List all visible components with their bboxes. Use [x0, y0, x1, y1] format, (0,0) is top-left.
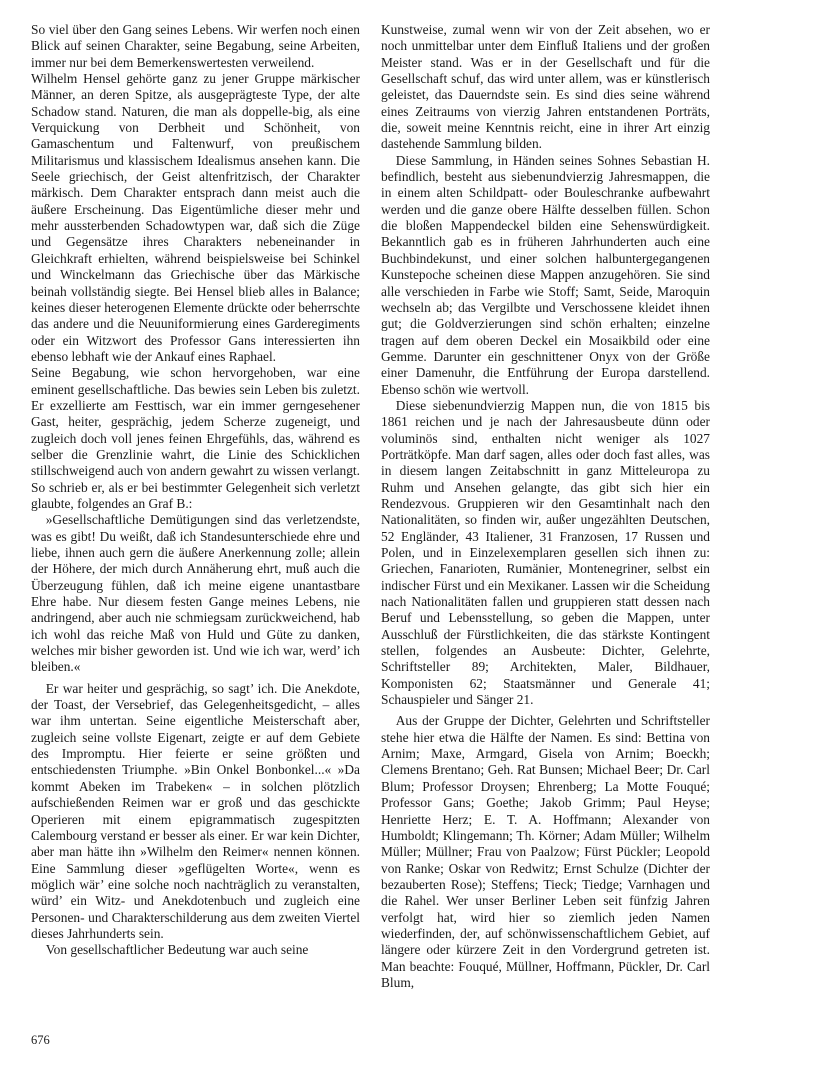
- paragraph-letter-quote: »Gesellschaftliche Demütigungen sind das verletzendste, was es gibt! Du weißt, daß ich Standesunterschiede ehre und liebe, ihnen auch gern die äußere Anerkennung zolle; allein der Höhere, der mich durch Annäherung ehrt, muß auch die Überzeugung fühlen, daß ich meine eigene unantastbare Ehre habe. Nur diesem festen Gange meines Lebens, nie andringend, aber auch nie schmiegsam zurückweichend, hab ich wohl das reiche Maß von Huld und Güte zu danken, welches mir bisher geworden ist. Und wie ich war, werd’ ich bleiben.«: [31, 512, 360, 675]
- paragraph-social-talent: Seine Begabung, wie schon hervorgehoben, war eine eminent gesellschaftliche. Das bewies sein Leben bis zuletzt. Er exzellierte am Festtisch, war ein immer gerngesehener Gast, heiter, gesprächig, jedem Scherze zugeneigt, und zugleich doch voll jenes feinen Ehrgefühls, das, während es selber die Grenzlinie wahrt, die Linie des Schicklichen stillschweigend auch von andern gewahrt zu wissen verlangt. So schrieb er, als er bei bestimmter Gelegenheit sich verletzt glaubte, folgendes an Graf B.:: [31, 365, 360, 511]
- page-number: 676: [31, 1033, 50, 1047]
- paragraph-life-summary: So viel über den Gang seines Lebens. Wir werfen noch einen Blick auf seinen Charakter, seine Begabung, seine Arbeiten, immer nur bei dem Bemerkenswertesten verweilend.: [31, 22, 360, 70]
- right-text-column: [381, 22, 710, 991]
- paragraph-impromptu: Er war heiter und gesprächig, so sagt’ ich. Die Anekdote, der Toast, der Versebrief, das Gelegenheitsgedicht, – alles war ihm untertan. Seine eigentliche Meisterschaft aber, zugleich seine vollste Eigenart, zeigte er auf dem Gebiete des Impromptu. Hier feierte er seine größten und entschiedensten Triumphe. »Bin Onkel Bonbonkel...« »Da kommt Abeken im Trabeken« – in solchen plötzlich aufschießenden Reimen war er groß und das geschickte Operieren mit einem epigrammatisch zugespitzten Calembourg verstand er besser als einer. Er war kein Dichter, aber man hätte ihn »Wilhelm den Reimer« nennen können. Eine Sammlung dieser »geflügelten Worte«, wenn es möglich wär’ eine solche noch nachträglich zu veranstalten, würd’ ein Witz- und Anekdotenbuch und zugleich eine Personen- und Charakterschilderung aus dem zweiten Viertel dieses Jahrhunderts sein.: [31, 680, 360, 941]
- paragraph-collection: Diese Sammlung, in Händen seines Sohnes Sebastian H. befindlich, besteht aus siebenundvierzig Jahresmappen, die in einem alten Schildpatt- oder Bouleschranke aufbewahrt werden und die ganze obere Hälfte desselben füllen. Schon die bloßen Mappendeckel bilden eine Sehenswürdigkeit. Bekanntlich gab es in früheren Jahrhunderten auch eine Buchbindekunst, und einer solchen halbuntergegangenen Kunstepoche scheinen diese Mappen anzugehören. Sie sind alle verschieden in Farbe wie Stoff; Samt, Seide, Maroquin wechseln ab; das Vergilbte und Verschossene kleidet ihnen gut; die Goldverzierungen sind schön erhalten; einzelne tragen auf dem oberen Deckel ein Mosaikbild oder eine Gemme. Darunter ein geschnittener Onyx von der Größe einer Damenuhr, die Entführung der Europa darstellend. Ebenso schön wie wertvoll.: [381, 152, 710, 397]
- left-text-column: [31, 22, 360, 959]
- paragraph-portfolios: Diese siebenundvierzig Mappen nun, die von 1815 bis 1861 reichen und je nach der Jahresausbeute dünn oder voluminös sind, enthalten nicht weniger als 1027 Porträtköpfe. Man darf sagen, alles oder doch fast alles, was in diesem langen Zeitabschnitt in ganz Mitteleuropa zu Ruhm und Ansehen gelangte, das gibt sich hier ein Rendezvous. Gruppieren wir den Gesamtinhalt nach den Nationalitäten, so finden wir, außer ungezählten Deutschen, 52 Engländer, 43 Italiener, 31 Franzosen, 17 Russen und Polen, und in Einzelexemplaren gesellen sich ihnen zu: Griechen, Fanarioten, Rumänier, Montenegriner, selbst ein indischer Fürst und ein Mexikaner. Lassen wir die Scheidung nach Nationalitäten fallen und gruppieren statt dessen nach Beruf und Lebensstellung, so geben die Mappen, unter Ausschluß der Fürstlichkeiten, die das stärkste Kontingent stellen, folgendes an Ausbeute: Dichter, Gelehrte, Schriftsteller 89; Architekten, Maler, Bildhauer, Komponisten 62; Staatsmänner und Generale 41; Schauspieler und Sänger 21.: [381, 397, 710, 708]
- paragraph-art-style: Kunstweise, zumal wenn wir von der Zeit absehen, wo er noch unmittelbar unter dem Einfluß Italiens und der großen Meister stand. Was er in der Gesellschaft und für die Gesellschaft schuf, das wird unter allem, was er künstlerisch geleistet, das Dauerndste sein. Es sind dies seine während eines Zeitraums von vierzig Jahren entstandenen Porträts, die, soweit meine Kenntnis reicht, eine in ihrer Art einzig dastehende Sammlung bilden.: [381, 22, 710, 152]
- paragraph-social-importance: Von gesellschaftlicher Bedeutung war auch seine: [45, 942, 309, 958]
- paragraph-character: Wilhelm Hensel gehörte ganz zu jener Gruppe märkischer Männer, an deren Spitze, als ausgeprägteste Type, der alte Schadow stand. Naturen, die man als doppelle-big, als eine Verquickung von Derbheit und Schönheit, von Gamaschentum und Faltenwurf, von preußischem Militarismus und klassischem Idealismus ansehen kann. Die Seele griechisch, der Geist altenfritzisch, der Charakter märkisch. Dem Charakter entsprach dann meist auch die äußere Erscheinung. Das Eigentümliche dieser mehr und mehr aussterbenden Schadowtypen war, daß sich die Züge und Gegensätze ihres Charakters nebeneinander in Gleichkraft erhielten, während beispielsweise bei Schinkel und Winckelmann das Griechische über das Märkische beinah vollständig siegte. Bei Hensel blieb alles in Balance; keines dieser heterogenen Elemente drückte oder beherrschte das andere und die Neuuniformierung eines Garderegiments oder ein Witzwort des Professor Gans interessierten ihn ebenso lebhaft wie der Ankauf eines Raphael.: [31, 71, 360, 364]
- paragraph-names: Aus der Gruppe der Dichter, Gelehrten und Schriftsteller stehe hier etwa die Hälfte der Namen. Es sind: Bettina von Arnim; Maxe, Armgard, Gisela von Arnim; Boeckh; Clemens Brentano; Geh. Rat Bunsen; Michael Beer; Dr. Carl Blum; Professor Droysen; Ehrenberg; La Motte Fouqué; Professor Gans; Goethe; Jakob Grimm; Paul Heyse; Henriette Herz; E. T. A. Hoffmann; Alexander von Humboldt; Klingemann; Th. Körner; Adam Müller; Wilhelm Müller; Müllner; Frau von Paalzow; Fürst Pückler; Leopold von Ranke; Oskar von Redwitz; Ernst Schulze (Dichter der bezauberten Rose); Steffens; Tieck; Tiedge; Varnhagen und die Rahel. Wer unser Berliner Leben seit fünfzig Jahren verfolgt hat, wird hier so ziemlich jeden Namen wiederfinden, der, auf schönwissenschaftlichem Gebiet, auf längere oder kürzere Zeit in den Vordergrund getreten ist. Man beachte: Fouqué, Müllner, Hoffmann, Pückler, Dr. Carl Blum,: [381, 713, 710, 990]
